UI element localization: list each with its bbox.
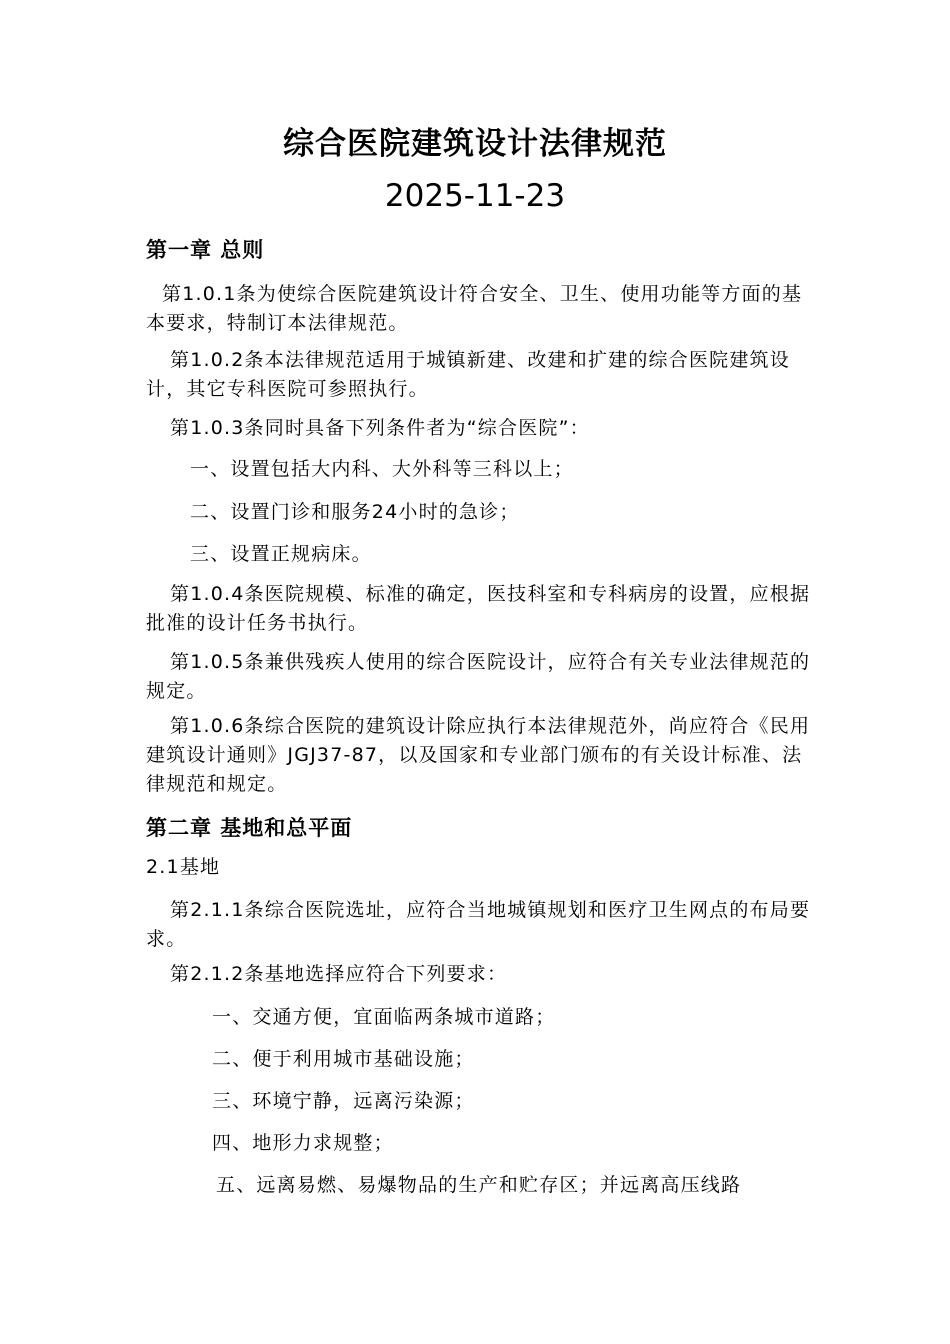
document-title: 综合医院建筑设计法律规范 bbox=[283, 126, 667, 162]
chapter-2-heading: 第二章 基地和总平面 bbox=[146, 815, 353, 840]
clause-1-0-3-item-3: 三、设置正规病床。 bbox=[190, 543, 372, 565]
clause-1-0-1: 第1.0.1条为使综合医院建筑设计符合安全、卫生、使用功能等方面的基本要求，特制订本法律规范。 bbox=[146, 283, 803, 334]
clause-1-0-3-item-1: 一、设置包括大内科、大外科等三科以上； bbox=[190, 458, 574, 480]
chapter-1-heading: 第一章 总则 bbox=[146, 237, 265, 262]
clause-1-0-3-item-2: 二、设置门诊和服务24小时的急诊； bbox=[190, 501, 520, 523]
clause-2-1-2-item-5: 五、远离易燃、易爆物品的生产和贮存区；并远离高压线路 bbox=[216, 1174, 742, 1196]
clause-1-0-6: 第1.0.6条综合医院的建筑设计除应执行本法律规范外，尚应符合《民用建筑设计通则》JGJ37-87，以及国家和专业部门颁布的有关设计标准、法律规范和规定。 bbox=[146, 715, 811, 795]
clause-2-1-2-item-1: 一、交通方便，宜面临两条城市道路； bbox=[212, 1006, 556, 1028]
document-date: 2025-11-23 bbox=[384, 178, 566, 214]
clause-2-1-2-item-2: 二、便于利用城市基础设施； bbox=[212, 1048, 475, 1070]
clause-1-0-4: 第1.0.4条医院规模、标准的确定，医技科室和专科病房的设置，应根据批准的设计任务书执行。 bbox=[146, 583, 811, 634]
clause-2-1-2-item-4: 四、地形力求规整； bbox=[212, 1132, 394, 1154]
clause-1-0-2: 第1.0.2条本法律规范适用于城镇新建、改建和扩建的综合医院建筑设计，其它专科医院可参照执行。 bbox=[146, 349, 790, 400]
section-2-1-heading: 2.1基地 bbox=[146, 856, 221, 878]
clause-2-1-1: 第2.1.1条综合医院选址，应符合当地城镇规划和医疗卫生网点的布局要求。 bbox=[146, 899, 811, 950]
clause-1-0-5: 第1.0.5条兼供残疾人使用的综合医院设计，应符合有关专业法律规范的规定。 bbox=[146, 651, 811, 702]
clause-2-1-2: 第2.1.2条基地选择应符合下列要求： bbox=[170, 963, 508, 985]
clause-1-0-3: 第1.0.3条同时具备下列条件者为“综合医院”： bbox=[170, 417, 590, 439]
clause-2-1-2-item-3: 三、环境宁静，远离污染源； bbox=[212, 1090, 475, 1112]
